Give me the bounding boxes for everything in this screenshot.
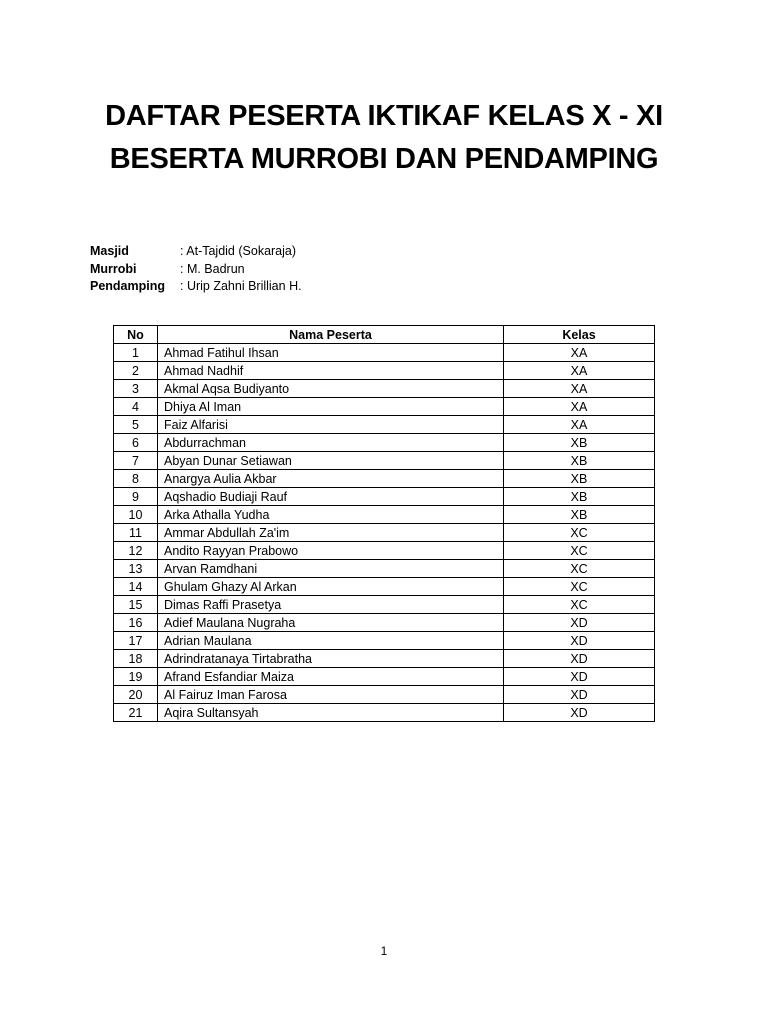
cell-kelas: XC	[504, 578, 655, 596]
cell-kelas: XB	[504, 452, 655, 470]
cell-kelas: XB	[504, 434, 655, 452]
cell-nama-peserta: Aqshadio Budiaji Rauf	[158, 488, 504, 506]
table-row	[114, 650, 655, 668]
table-row	[114, 596, 655, 614]
cell-no: 11	[114, 524, 158, 542]
cell-nama-peserta: Akmal Aqsa Budiyanto	[158, 380, 504, 398]
cell-nama-peserta: Dhiya Al Iman	[158, 398, 504, 416]
table-body	[114, 344, 655, 722]
cell-kelas: XD	[504, 686, 655, 704]
participant-table	[113, 325, 655, 722]
info-row-murrobi	[90, 261, 302, 279]
table-row	[114, 398, 655, 416]
table-row	[114, 434, 655, 452]
column-header-kelas: Kelas	[504, 326, 655, 344]
cell-no: 10	[114, 506, 158, 524]
table-row	[114, 380, 655, 398]
table-header-row	[114, 326, 655, 344]
table-row	[114, 686, 655, 704]
cell-no: 5	[114, 416, 158, 434]
cell-no: 1	[114, 344, 158, 362]
document-title-line-1: DAFTAR PESERTA IKTIKAF KELAS X - XI	[105, 100, 663, 132]
cell-nama-peserta: Afrand Esfandiar Maiza	[158, 668, 504, 686]
cell-nama-peserta: Ahmad Fatihul Ihsan	[158, 344, 504, 362]
cell-kelas: XC	[504, 542, 655, 560]
cell-nama-peserta: Adrindratanaya Tirtabratha	[158, 650, 504, 668]
table-row	[114, 578, 655, 596]
cell-no: 2	[114, 362, 158, 380]
info-value: : Urip Zahni Brillian H.	[180, 279, 302, 293]
cell-no: 7	[114, 452, 158, 470]
cell-nama-peserta: Arka Athalla Yudha	[158, 506, 504, 524]
table-row	[114, 668, 655, 686]
cell-no: 17	[114, 632, 158, 650]
cell-kelas: XD	[504, 614, 655, 632]
info-row-pendamping	[90, 278, 302, 296]
cell-no: 4	[114, 398, 158, 416]
cell-nama-peserta: Anargya Aulia Akbar	[158, 470, 504, 488]
cell-no: 6	[114, 434, 158, 452]
cell-no: 19	[114, 668, 158, 686]
table-row	[114, 632, 655, 650]
cell-kelas: XC	[504, 596, 655, 614]
table-row	[114, 344, 655, 362]
cell-kelas: XA	[504, 416, 655, 434]
cell-nama-peserta: Ahmad Nadhif	[158, 362, 504, 380]
info-row-masjid	[90, 243, 302, 261]
cell-kelas: XB	[504, 470, 655, 488]
cell-nama-peserta: Abdurrachman	[158, 434, 504, 452]
table-row	[114, 704, 655, 722]
cell-kelas: XB	[504, 506, 655, 524]
table-row	[114, 560, 655, 578]
cell-no: 14	[114, 578, 158, 596]
cell-nama-peserta: Al Fairuz Iman Farosa	[158, 686, 504, 704]
info-label: Masjid	[90, 244, 129, 258]
cell-kelas: XD	[504, 632, 655, 650]
cell-nama-peserta: Abyan Dunar Setiawan	[158, 452, 504, 470]
table-row	[114, 524, 655, 542]
document-title-line-2: BESERTA MURROBI DAN PENDAMPING	[109, 143, 659, 175]
cell-nama-peserta: Adrian Maulana	[158, 632, 504, 650]
cell-kelas: XD	[504, 650, 655, 668]
table-row	[114, 416, 655, 434]
cell-kelas: XB	[504, 488, 655, 506]
info-value: : M. Badrun	[180, 261, 245, 276]
table-row	[114, 506, 655, 524]
cell-nama-peserta: Dimas Raffi Prasetya	[158, 596, 504, 614]
cell-kelas: XA	[504, 380, 655, 398]
table-row	[114, 614, 655, 632]
table-row	[114, 470, 655, 488]
cell-kelas: XC	[504, 524, 655, 542]
column-header-no: No	[114, 326, 158, 344]
page-number: 1	[380, 944, 388, 958]
info-value: : At-Tajdid (Sokaraja)	[180, 244, 297, 258]
cell-nama-peserta: Faiz Alfarisi	[158, 416, 504, 434]
cell-no: 9	[114, 488, 158, 506]
table-row	[114, 488, 655, 506]
cell-no: 12	[114, 542, 158, 560]
cell-nama-peserta: Adief Maulana Nugraha	[158, 614, 504, 632]
cell-kelas: XA	[504, 344, 655, 362]
cell-no: 3	[114, 380, 158, 398]
cell-no: 18	[114, 650, 158, 668]
cell-no: 8	[114, 470, 158, 488]
cell-kelas: XD	[504, 704, 655, 722]
cell-no: 15	[114, 596, 158, 614]
info-label: Pendamping	[90, 279, 166, 293]
cell-no: 21	[114, 704, 158, 722]
cell-nama-peserta: Andito Rayyan Prabowo	[158, 542, 504, 560]
cell-kelas: XD	[504, 668, 655, 686]
info-block	[90, 243, 302, 296]
cell-no: 20	[114, 686, 158, 704]
cell-kelas: XC	[504, 560, 655, 578]
column-header-nama-peserta: Nama Peserta	[158, 326, 504, 344]
cell-kelas: XA	[504, 362, 655, 380]
table-row	[114, 452, 655, 470]
cell-kelas: XA	[504, 398, 655, 416]
cell-nama-peserta: Aqira Sultansyah	[158, 704, 504, 722]
cell-no: 16	[114, 614, 158, 632]
cell-nama-peserta: Arvan Ramdhani	[158, 560, 504, 578]
cell-no: 13	[114, 560, 158, 578]
info-label: Murrobi	[90, 261, 137, 276]
cell-nama-peserta: Ghulam Ghazy Al Arkan	[158, 578, 504, 596]
table-row	[114, 362, 655, 380]
table-row	[114, 542, 655, 560]
cell-nama-peserta: Ammar Abdullah Za'im	[158, 524, 504, 542]
